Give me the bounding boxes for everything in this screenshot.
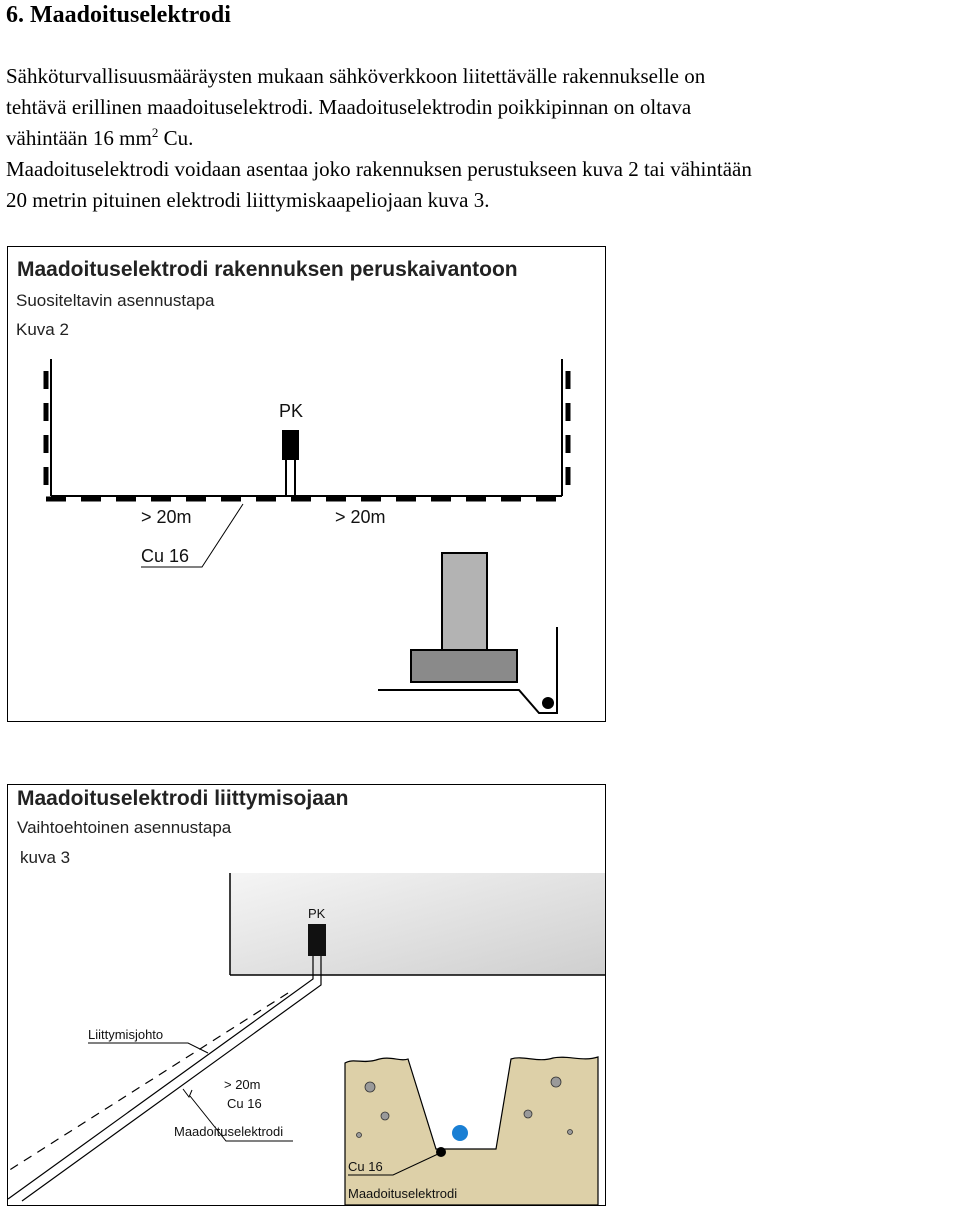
figure2-title: Maadoituselektrodi rakennuksen peruskaivantoon (17, 258, 518, 281)
electrode-dot-icon (542, 697, 554, 709)
figure3-conductor-label: Cu 16 (227, 1096, 262, 1111)
building-wall (230, 873, 605, 975)
paragraph-installation (6, 154, 956, 216)
figure2-caption: Kuva 2 (16, 320, 69, 339)
paragraph2-line2: 20 metrin pituinen elektrodi liittymiskaapeliojaan kuva 3. (6, 188, 490, 212)
foundation-pit-outline (51, 359, 562, 496)
figure2-conductor-label: Cu 16 (141, 546, 190, 566)
service-cable (8, 956, 321, 1201)
section-heading: 6. Maadoituselektrodi (6, 2, 231, 28)
foundation-diagram (8, 247, 605, 721)
figure2-pk-label: PK (279, 401, 304, 421)
figure3-subtitle: Vaihtoehtoinen asennustapa (17, 818, 232, 837)
paragraph-requirement (6, 61, 956, 154)
figure3-cable-label: Liittymisjohto (88, 1027, 164, 1042)
figure-trench-electrode (7, 784, 606, 1206)
foundation-cross-section (378, 553, 557, 713)
paragraph2-line1: Maadoituselektrodi voidaan asentaa joko rakennuksen perustukseen kuva 2 tai vähintään (6, 157, 752, 181)
paragraph1-line1: Sähköturvallisuusmääräysten mukaan sähköverkkoon liitettävälle rakennukselle on (6, 64, 706, 88)
pk-box-icon (308, 924, 326, 956)
pk-box-icon (282, 430, 299, 460)
paragraph1-line3: vähintään 16 mm (6, 126, 152, 150)
figure-foundation-electrode (7, 246, 606, 722)
cable-leader-line (88, 1043, 208, 1053)
electrode-dashed-ring (46, 371, 568, 499)
figure2-length-left: > 20m (141, 507, 192, 527)
paragraph1-line3-end: Cu. (158, 126, 194, 150)
figure3-electrode-label: Maadoituselektrodi (174, 1124, 284, 1139)
paragraph1-line2: tehtävä erillinen maadoituselektrodi. Maadoituselektrodin poikkipinnan on oltava (6, 95, 692, 119)
figure3-caption: kuva 3 (20, 848, 71, 867)
figure2-subtitle: Suositeltavin asennustapa (16, 291, 215, 310)
electrode-dot-icon (436, 1147, 446, 1157)
figure2-length-right: > 20m (335, 507, 386, 527)
cable-cross-section-icon (452, 1125, 468, 1141)
figure3-pk-label: PK (308, 906, 326, 921)
pk-ground-wire (286, 460, 295, 497)
figure3-length-label: > 20m (224, 1077, 261, 1092)
trench-diagram (8, 785, 605, 1205)
figure3-trench-electrode: Maadoituselektrodi (348, 1186, 458, 1201)
arrow-icon (183, 1089, 192, 1097)
superscript-2: 2 (151, 125, 159, 140)
figure3-title: Maadoituselektrodi liittymisojaan (17, 787, 349, 810)
figure3-trench-conductor: Cu 16 (348, 1159, 383, 1174)
soil-trench (345, 1057, 598, 1205)
